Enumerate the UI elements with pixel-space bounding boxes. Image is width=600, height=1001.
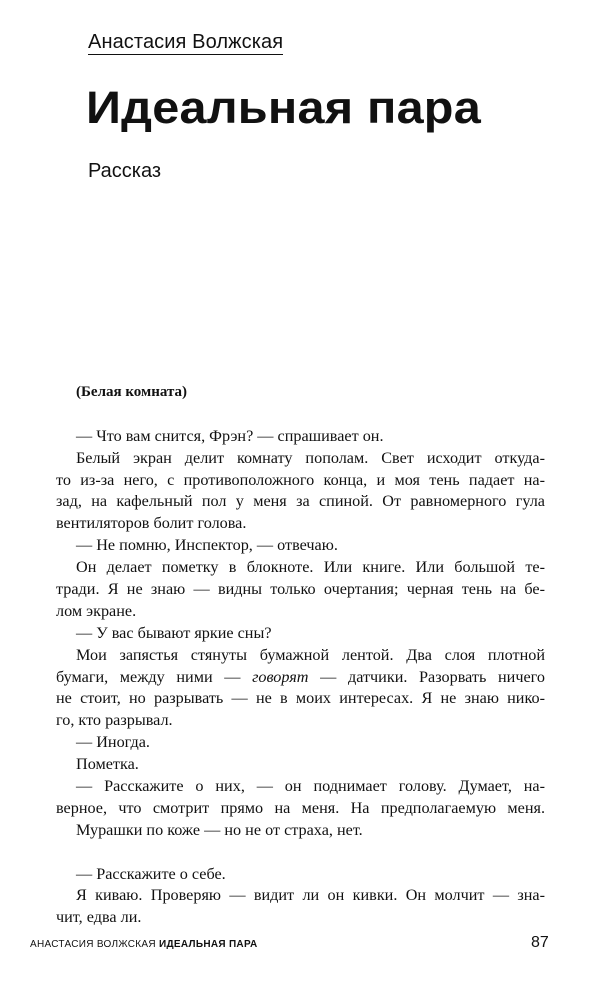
text-segment: — датчики. Разорвать ничего: [308, 667, 545, 686]
text-line: Он делает пометку в блокноте. Или книге. Или большой те-: [76, 558, 545, 577]
text-line: Я киваю. Проверяю — видит ли он кивки. Он молчит — зна-: [76, 886, 545, 905]
text-line: тради. Я не знаю — видны только очертания; черная тень на бе-: [56, 580, 545, 599]
text-line: — Что вам снится, Фрэн? — спрашивает он.: [76, 426, 384, 445]
text-line: — Расскажите о них, — он поднимает голову. Думает, на-: [76, 777, 545, 796]
italic-word: говорят: [252, 667, 309, 686]
text-line: Белый экран делит комнату пополам. Свет исходит откуда-: [76, 448, 545, 467]
story-subtitle: Рассказ: [88, 160, 162, 182]
story-text: [56, 382, 545, 929]
text-line: — У вас бывают яркие сны?: [76, 623, 272, 642]
text-line: Мурашки по коже — но не от страха, нет.: [76, 820, 363, 839]
text-line: лом экране.: [56, 601, 137, 620]
text-line: го, кто разрывал.: [56, 711, 173, 730]
text-line: Пометка.: [76, 755, 139, 774]
author-name: Анастасия Волжская: [88, 31, 284, 53]
section-heading: (Белая комната): [76, 384, 188, 400]
blank-line: [56, 404, 545, 426]
text-line: — Не помню, Инспектор, — отвечаю.: [76, 536, 338, 555]
story-title: Идеальная пара: [86, 82, 481, 133]
text-line: не стоит, но разрывать — не в моих интересах. Я не знаю нико-: [56, 689, 545, 708]
blank-line: [56, 842, 545, 864]
text-line: чит, едва ли.: [56, 908, 142, 927]
text-segment: бумаги, между ними —: [56, 667, 253, 686]
text-line: — Расскажите о себе.: [76, 864, 226, 883]
text-line: зад, на кафельный пол у меня за спиной. От равномерного гула: [56, 492, 545, 511]
text-line: то из-за него, с противоположного конца, и моя тень падает на-: [56, 470, 545, 489]
text-line: верное, что смотрит прямо на меня. На предполагаемую меня.: [56, 798, 545, 817]
text-line: вентиляторов болит голова.: [56, 514, 247, 533]
text-line: — Иногда.: [76, 733, 150, 752]
page-number: 87: [531, 934, 549, 951]
footer-author: АНАСТАСИЯ ВОЛЖСКАЯ: [30, 939, 156, 950]
text-line: [56, 667, 545, 689]
footer-title: ИДЕАЛЬНАЯ ПАРА: [159, 939, 258, 950]
text-line: Мои запястья стянуты бумажной лентой. Два слоя плотной: [76, 645, 545, 664]
running-footer: [30, 938, 258, 952]
